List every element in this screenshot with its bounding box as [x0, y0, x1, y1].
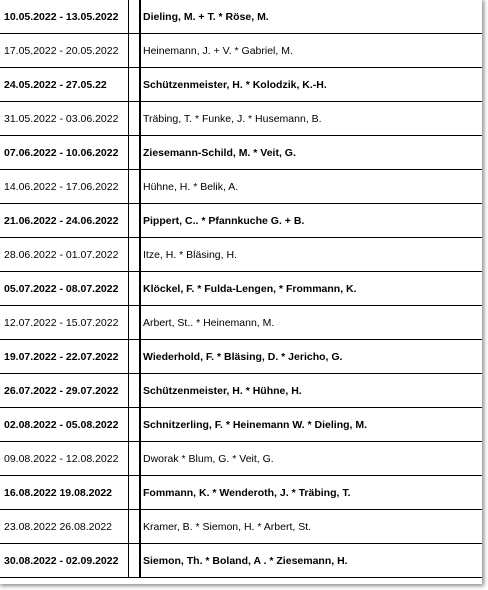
table-row — [0, 102, 482, 136]
spacer-cell — [129, 408, 141, 442]
date-range-cell: 14.06.2022 - 17.06.2022 — [0, 170, 129, 204]
names-cell: Hühne, H. * Belik, A. — [140, 170, 482, 204]
date-range-cell: 28.06.2022 - 01.07.2022 — [0, 238, 129, 272]
spacer-cell — [129, 272, 141, 306]
table-row — [0, 238, 482, 272]
spacer-cell — [129, 442, 141, 476]
names-cell: Dieling, M. + T. * Röse, M. — [140, 0, 482, 34]
date-range-cell: 10.05.2022 - 13.05.2022 — [0, 0, 129, 34]
date-range-cell: 17.05.2022 - 20.05.2022 — [0, 34, 129, 68]
date-range-cell: 09.08.2022 - 12.08.2022 — [0, 442, 129, 476]
table-row — [0, 170, 482, 204]
table-row — [0, 272, 482, 306]
date-range-cell: 24.05.2022 - 27.05.22 — [0, 68, 129, 102]
table-row — [0, 68, 482, 102]
table-row — [0, 408, 482, 442]
table-row — [0, 340, 482, 374]
names-cell: Itze, H. * Bläsing, H. — [140, 238, 482, 272]
date-range-cell: 21.06.2022 - 24.06.2022 — [0, 204, 129, 238]
table-row — [0, 476, 482, 510]
date-range-cell: 19.07.2022 - 22.07.2022 — [0, 340, 129, 374]
table-row — [0, 544, 482, 578]
names-cell: Siemon, Th. * Boland, A . * Ziesemann, H. — [140, 544, 482, 578]
names-cell: Wiederhold, F. * Bläsing, D. * Jericho, G. — [140, 340, 482, 374]
names-cell: Heinemann, J. + V. * Gabriel, M. — [140, 34, 482, 68]
table-row — [0, 136, 482, 170]
spacer-cell — [129, 170, 141, 204]
spacer-cell — [129, 68, 141, 102]
names-cell: Arbert, St.. * Heinemann, M. — [140, 306, 482, 340]
table-row — [0, 204, 482, 238]
table-row — [0, 442, 482, 476]
spacer-cell — [129, 374, 141, 408]
table-row — [0, 0, 482, 34]
table-row — [0, 510, 482, 544]
date-range-cell: 23.08.2022 26.08.2022 — [0, 510, 129, 544]
date-range-cell: 30.08.2022 - 02.09.2022 — [0, 544, 129, 578]
spacer-cell — [129, 204, 141, 238]
spacer-cell — [129, 238, 141, 272]
spacer-cell — [129, 136, 141, 170]
names-cell: Fommann, K. * Wenderoth, J. * Träbing, T. — [140, 476, 482, 510]
date-range-cell: 12.07.2022 - 15.07.2022 — [0, 306, 129, 340]
spacer-cell — [129, 510, 141, 544]
names-cell: Schnitzerling, F. * Heinemann W. * Dieling, M. — [140, 408, 482, 442]
table-row — [0, 34, 482, 68]
spacer-cell — [129, 476, 141, 510]
names-cell: Dworak * Blum, G. * Veit, G. — [140, 442, 482, 476]
date-range-cell: 05.07.2022 - 08.07.2022 — [0, 272, 129, 306]
table-row — [0, 306, 482, 340]
spacer-cell — [129, 102, 141, 136]
date-range-cell: 07.06.2022 - 10.06.2022 — [0, 136, 129, 170]
date-range-cell: 16.08.2022 19.08.2022 — [0, 476, 129, 510]
date-range-cell: 02.08.2022 - 05.08.2022 — [0, 408, 129, 442]
spacer-cell — [129, 34, 141, 68]
names-cell: Schützenmeister, H. * Kolodzik, K.-H. — [140, 68, 482, 102]
names-cell: Träbing, T. * Funke, J. * Husemann, B. — [140, 102, 482, 136]
spacer-cell — [129, 544, 141, 578]
names-cell: Kramer, B. * Siemon, H. * Arbert, St. — [140, 510, 482, 544]
names-cell: Klöckel, F. * Fulda-Lengen, * Frommann, K. — [140, 272, 482, 306]
spacer-cell — [129, 340, 141, 374]
date-range-cell: 26.07.2022 - 29.07.2022 — [0, 374, 129, 408]
table-row — [0, 374, 482, 408]
spacer-cell — [129, 306, 141, 340]
names-cell: Ziesemann-Schild, M. * Veit, G. — [140, 136, 482, 170]
names-cell: Pippert, C.. * Pfannkuche G. + B. — [140, 204, 482, 238]
spacer-cell — [129, 0, 141, 34]
names-cell: Schützenmeister, H. * Hühne, H. — [140, 374, 482, 408]
date-range-cell: 31.05.2022 - 03.06.2022 — [0, 102, 129, 136]
